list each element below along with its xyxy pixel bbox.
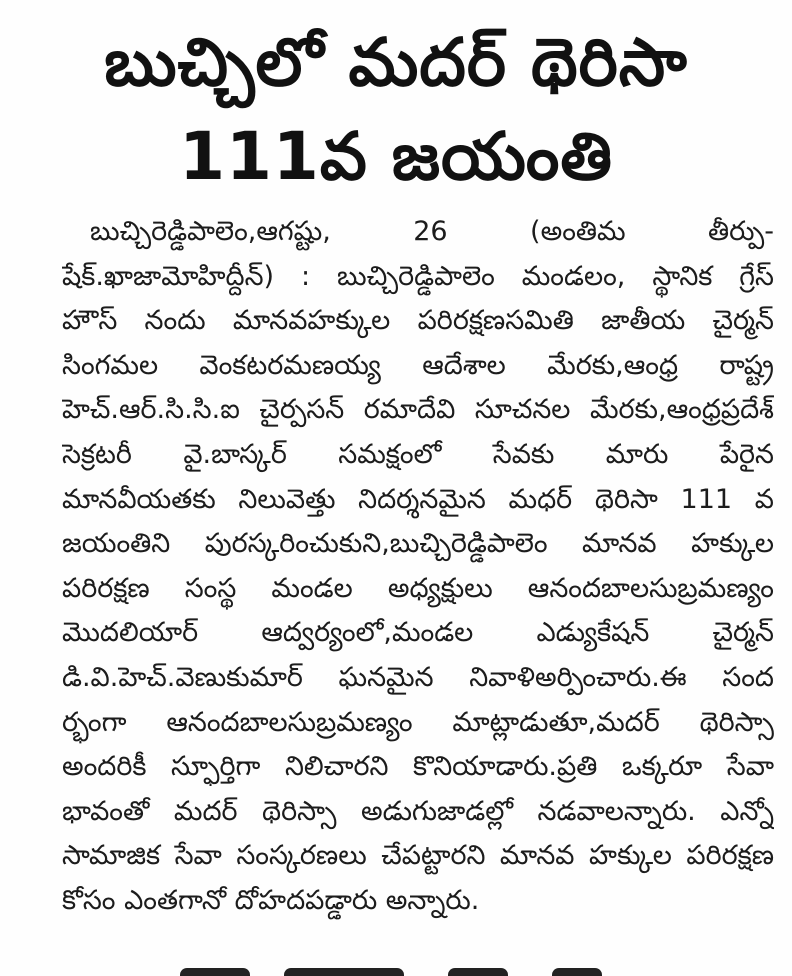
article-line: సింగమల వెంకటరమణయ్య ఆదేశాల మేరకు,ఆంధ్ర రాష్ట్ర xyxy=(62,349,774,381)
article-line: షేక్.ఖాజామోహిద్దీన్) : బుచ్చిరెడ్డిపాలెం మండలం, స్థానిక గ్రేస్ xyxy=(62,260,774,292)
article-line: ర్భంగా ఆనందబాలసుబ్రమణ్యం మాట్లాడుతూ,మదర్ థెరిస్సా xyxy=(62,706,774,738)
article-line: హెచ్.ఆర్.సి.సి.ఐ చైర్పసన్ రమాదేవి సూచనల మేరకు,ఆంధ్రప్రదేశ్ xyxy=(62,394,774,426)
article-body xyxy=(62,210,774,924)
next-headline-cutoff xyxy=(180,958,620,976)
article-line: హౌస్ నందు మానవహక్కుల పరిరక్షణసమితి జాతీయ చైర్మన్ xyxy=(62,305,774,337)
article-line: మొదలియార్ ఆద్వర్యంలో,మండల ఎడ్యుకేషన్ చైర్మన్ xyxy=(62,617,774,649)
article-line: అందరికీ స్ఫూర్తిగా నిలిచారని కొనియాడారు.ప్రతి ఒక్కరూ సేవా xyxy=(62,751,774,783)
headline-line-1: బుచ్చిలో మదర్ థెరిసా xyxy=(104,24,688,101)
article-line: డి.వి.హెచ్.వెణుకుమార్ ఘనమైన నివాళిఅర్పించారు.ఈ సంద xyxy=(62,661,774,693)
headline-line-2: 111వ జయంతి xyxy=(179,118,613,195)
article-line: పరిరక్షణ సంస్థ మండల అధ్యక్షులు ఆనందబాలసుబ్రమణ్యం xyxy=(62,572,774,604)
article-line: మానవీయతకు నిలువెత్తు నిదర్శనమైన మధర్ థెరిసా 111 వ xyxy=(62,483,774,515)
article-line: కోసం ఎంతగానో దోహదపడ్డారు అన్నారు. xyxy=(62,884,480,916)
article-line: సామాజిక సేవా సంస్కరణలు చేపట్టారని మానవ హక్కుల పరిరక్షణ xyxy=(62,840,774,872)
article-line: సెక్రటరీ వై.బాస్కర్ సమక్షంలో సేవకు మారు పేరైన xyxy=(62,438,774,470)
article-line: భావంతో మదర్ థెరిస్సా అడుగుజాడల్లో నడవాలన్నారు. ఎన్నో xyxy=(62,795,774,827)
article-line: జయంతిని పురస్కరించుకుని,బుచ్చిరెడ్డిపాలెం మానవ హక్కుల xyxy=(62,528,774,560)
article-line: బుచ్చిరెడ్డిపాలెం,ఆగష్టు, 26 (అంతిమ తీర్పు- xyxy=(90,216,774,247)
